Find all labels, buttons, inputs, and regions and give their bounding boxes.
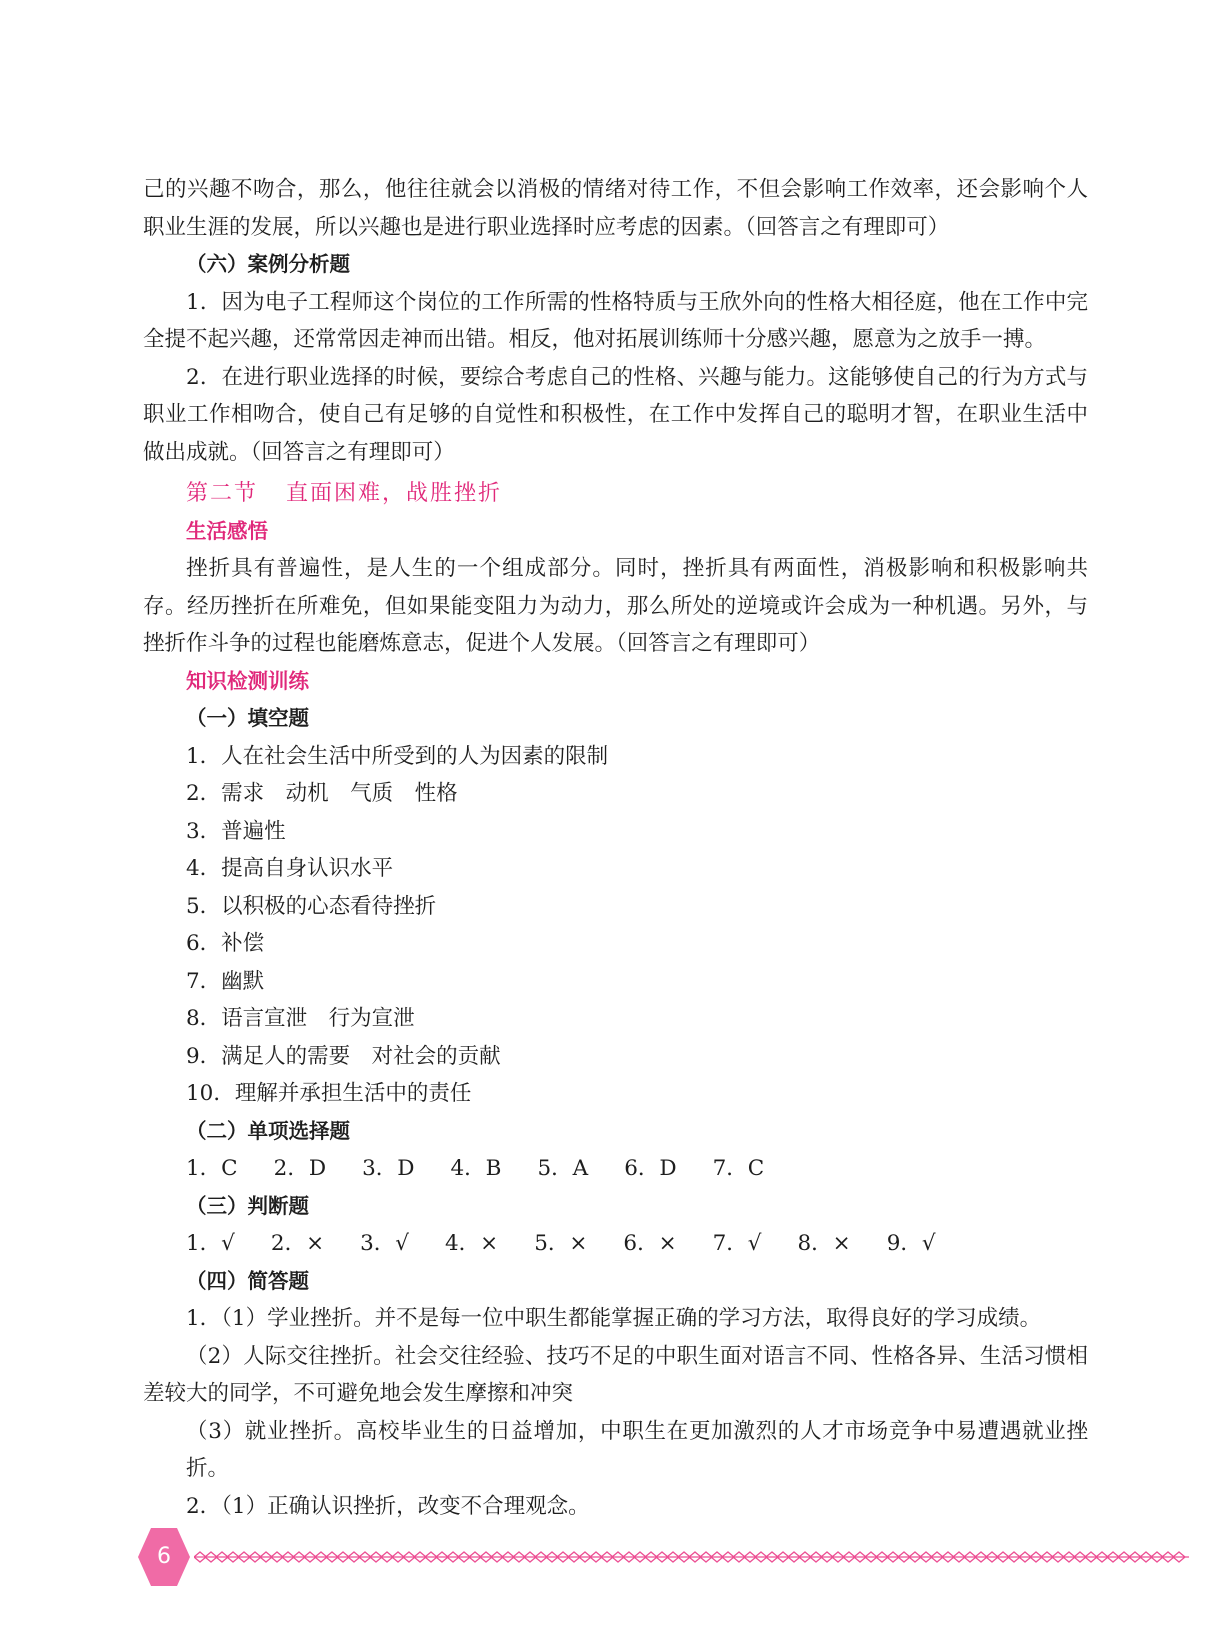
choice-answer: 6．D bbox=[624, 1156, 677, 1181]
judge-answer: 5．× bbox=[534, 1231, 588, 1256]
judge-answer: 4．× bbox=[444, 1231, 499, 1256]
section-number: 第二节 bbox=[186, 481, 259, 506]
life-insight-text: 挫折具有普遍性，是人生的一个组成部分。同时，挫折具有两面性，消极影响和积极影响共存。经历挫折在所难免，但如果能变阻力为动力，那么所处的逆境或许会成为一种机遇。另外，与挫折作斗争的过程也能磨炼意志，促进个人发展。（回答言之有理即可） bbox=[143, 556, 1088, 656]
judgment-answers bbox=[143, 1225, 1088, 1263]
judge-answer: 3．√ bbox=[360, 1231, 409, 1256]
fill-answer: 1．人在社会生活中所受到的人为因素的限制 bbox=[186, 743, 609, 769]
page-footer bbox=[138, 1527, 1193, 1587]
judge-answer: 6．× bbox=[623, 1231, 677, 1256]
fill-answer: 8．语言宣泄 行为宣泄 bbox=[186, 1006, 415, 1031]
judge-answer: 2．× bbox=[270, 1231, 325, 1256]
paragraph-continuation: 己的兴趣不吻合，那么，他往往就会以消极的情绪对待工作，不但会影响工作效率，还会影响个人职业生涯的发展，所以兴趣也是进行职业选择时应考虑的因素。（回答言之有理即可） bbox=[143, 177, 1088, 240]
choice-answer: 5．A bbox=[537, 1156, 589, 1181]
section-title bbox=[143, 475, 1088, 513]
judgment-heading: （三）判断题 bbox=[186, 1193, 309, 1218]
fill-answer: 4．提高自身认识水平 bbox=[186, 856, 394, 881]
case-answer-1: 1．因为电子工程师这个岗位的工作所需的性格特质与王欣外向的性格大相径庭，他在工作中完全提不起兴趣，还常常因走神而出错。相反，他对拓展训练师十分感兴趣，愿意为之放手一搏。 bbox=[143, 289, 1088, 352]
fill-answer: 9．满足人的需要 对社会的贡献 bbox=[186, 1043, 501, 1069]
choice-answer: 2．D bbox=[273, 1156, 327, 1181]
short-answer-heading: （四）简答题 bbox=[186, 1268, 309, 1293]
fill-answer: 3．普遍性 bbox=[186, 818, 286, 844]
choice-answer: 4．B bbox=[450, 1156, 502, 1181]
page-number: 6 bbox=[157, 1544, 171, 1569]
fill-answer: 2．需求 动机 气质 性格 bbox=[186, 781, 458, 806]
case-answer-2: 2．在进行职业选择的时候，要综合考虑自己的性格、兴趣与能力。这能够使自己的行为方式与职业工作相吻合，使自己有足够的自觉性和积极性，在工作中发挥自己的聪明才智，在职业生活中做出成就。（回答言之有理即可） bbox=[143, 364, 1088, 465]
single-choice-answers bbox=[143, 1150, 1088, 1188]
short-answer: 2．（1）正确认识挫折，改变不合理观念。 bbox=[186, 1493, 590, 1519]
single-choice-heading: （二）单项选择题 bbox=[186, 1118, 350, 1143]
case-analysis-heading: （六）案例分析题 bbox=[186, 252, 350, 276]
decorative-chain-border bbox=[194, 1549, 1189, 1565]
judge-answer: 9．√ bbox=[886, 1231, 936, 1256]
choice-answer: 1．C bbox=[186, 1156, 238, 1181]
fill-blank-heading: （一）填空题 bbox=[186, 706, 309, 730]
short-answer: （2）人际交往挫折。社会交往经验、技巧不足的中职生面对语言不同、性格各异、生活习惯相差较大的同学，不可避免地会发生摩擦和冲突 bbox=[143, 1343, 1088, 1406]
fill-answer: 5．以积极的心态看待挫折 bbox=[186, 893, 437, 919]
judge-answer: 7．√ bbox=[712, 1231, 762, 1256]
page-content bbox=[143, 171, 1088, 1525]
judge-answer: 1．√ bbox=[186, 1231, 235, 1256]
short-answer: （3）就业挫折。高校毕业生的日益增加，中职生在更加激烈的人才市场竞争中易遭遇就业挫折。 bbox=[186, 1418, 1088, 1481]
fill-answer: 10．理解并承担生活中的责任 bbox=[186, 1081, 472, 1106]
knowledge-test-heading: 知识检测训练 bbox=[186, 668, 309, 693]
judge-answer: 8．× bbox=[797, 1231, 851, 1256]
section-name: 直面困难，战胜挫折 bbox=[286, 481, 503, 506]
fill-answer: 6．补偿 bbox=[186, 931, 265, 956]
choice-answer: 3．D bbox=[362, 1156, 415, 1181]
short-answer: 1．（1）学业挫折。并不是每一位中职生都能掌握正确的学习方法，取得良好的学习成绩。 bbox=[186, 1306, 1042, 1331]
choice-answer: 7．C bbox=[712, 1156, 765, 1181]
life-insight-heading: 生活感悟 bbox=[186, 518, 268, 543]
fill-answer: 7．幽默 bbox=[186, 968, 265, 994]
